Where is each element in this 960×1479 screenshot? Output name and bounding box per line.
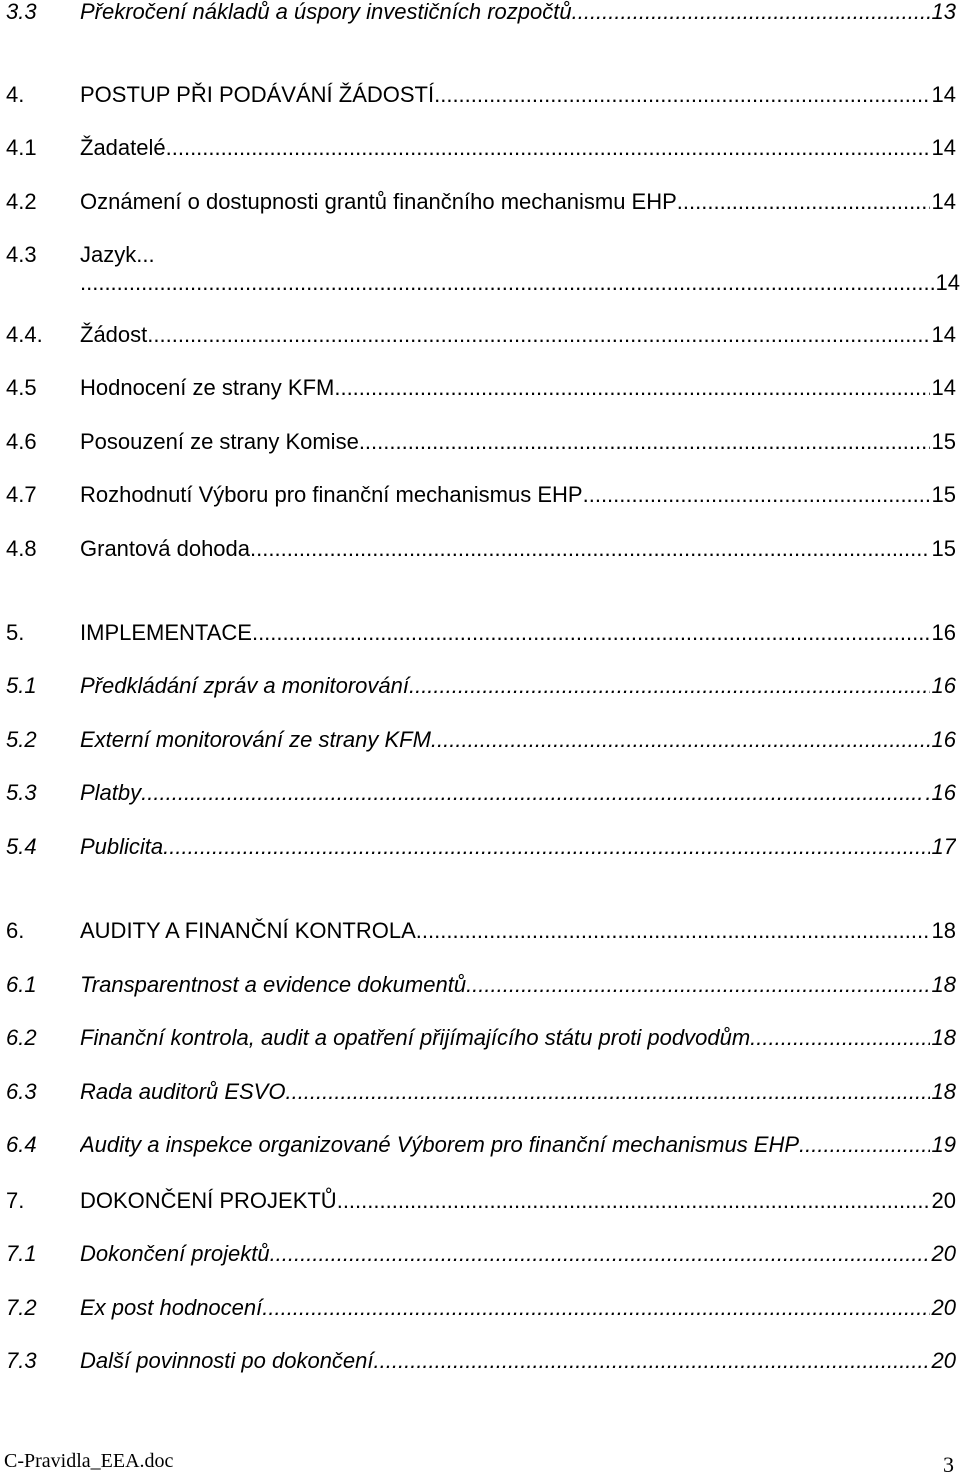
toc-title: AUDITY A FINANČNÍ KONTROLA — [80, 918, 416, 943]
toc-page: 18 — [931, 918, 956, 943]
toc-leader-dots — [141, 778, 923, 808]
toc-title: Žadatelé — [80, 135, 166, 160]
toc-number: 6. — [6, 918, 25, 943]
toc-entry-6-2[interactable] — [0, 1023, 956, 1053]
toc-page: 20 — [931, 1295, 956, 1320]
toc-number: 7. — [6, 1188, 25, 1213]
toc-entry-7-2[interactable] — [0, 1293, 956, 1323]
toc-page: 14 — [931, 82, 956, 107]
toc-leader-dots: ... — [136, 242, 155, 267]
toc-title: Externí monitorování ze strany KFM — [80, 727, 431, 752]
toc-entry-4-4[interactable] — [0, 320, 956, 350]
toc-page: 14 — [931, 189, 956, 214]
toc-title: Posouzení ze strany Komise — [80, 429, 359, 454]
toc-leader-dots — [334, 373, 929, 403]
toc-entry-4-8[interactable] — [0, 534, 956, 564]
toc-entry-6-1[interactable] — [0, 970, 956, 1000]
toc-number: 6.1 — [6, 972, 37, 997]
toc-title: Publicita — [80, 834, 164, 859]
toc-page: .16 — [925, 780, 956, 805]
toc-number: 5.2 — [6, 727, 37, 752]
toc-entry-7-1[interactable] — [0, 1239, 956, 1269]
toc-title: Platby — [80, 780, 142, 805]
toc-title: Rozhodnutí Výboru pro finanční mechanismus EHP — [80, 482, 583, 507]
toc-page: 13 — [931, 0, 956, 24]
toc-entry-5-2[interactable] — [0, 725, 956, 755]
toc-number: 4.1 — [6, 135, 37, 160]
toc-title: Audity a inspekce organizované Výborem pro finanční mechanismus EHP — [80, 1132, 800, 1157]
toc-leader-dots — [583, 480, 930, 510]
toc-number: 4.5 — [6, 375, 37, 400]
toc-number: 5.4 — [6, 834, 37, 859]
toc-title: Hodnocení ze strany KFM — [80, 375, 335, 400]
toc-leader-dots — [750, 1023, 929, 1053]
toc-leader-dots — [147, 320, 929, 350]
toc-entry-4-1[interactable] — [0, 133, 956, 163]
toc-title: DOKONČENÍ PROJEKTŮ — [80, 1188, 337, 1213]
toc-title: Rada auditorů ESVO — [80, 1079, 286, 1104]
toc-page: 14 — [935, 270, 960, 295]
toc-page: 20 — [931, 1348, 956, 1373]
toc-entry-6-3[interactable] — [0, 1077, 956, 1107]
toc-page: 20 — [931, 1188, 956, 1213]
toc-number: 6.2 — [6, 1025, 37, 1050]
toc-page: 15 — [931, 536, 956, 561]
toc-entry-4-6[interactable] — [0, 427, 956, 457]
toc-page: 16 — [931, 673, 956, 698]
toc-number: 7.1 — [6, 1241, 37, 1266]
toc-page: 18 — [931, 1079, 956, 1104]
toc-title: Ex post hodnocení — [80, 1295, 263, 1320]
toc-entry-7-3[interactable] — [0, 1346, 956, 1376]
toc-title: Dokončení projektů — [80, 1241, 270, 1266]
toc-leader-dots — [466, 970, 929, 1000]
toc-leader-dots — [359, 427, 930, 457]
toc-title: Transparentnost a evidence dokumentů — [80, 972, 467, 997]
toc-title: POSTUP PŘI PODÁVÁNÍ ŽÁDOSTÍ — [80, 82, 435, 107]
toc-leader-dots — [250, 534, 929, 564]
toc-entry-6[interactable] — [0, 916, 956, 946]
toc-number: 4.8 — [6, 536, 37, 561]
footer-filename: C-Pravidla_EEA.doc — [4, 1450, 174, 1472]
toc-leader-dots — [337, 1186, 930, 1216]
toc-entry-4-2[interactable] — [0, 187, 956, 217]
toc-leader-dots — [80, 268, 934, 298]
toc-entry-6-4[interactable] — [0, 1130, 956, 1160]
toc-leader-dots — [434, 80, 929, 110]
toc-number: 3.3 — [6, 0, 37, 24]
toc-entry-7[interactable] — [0, 1186, 956, 1216]
toc-number: 4.3 — [6, 242, 37, 267]
toc-entry-3-3[interactable] — [0, 0, 956, 27]
toc-title: Další povinnosti po dokončení — [80, 1348, 374, 1373]
toc-title: Finanční kontrola, audit a opatření přijímajícího státu proti podvodům — [80, 1025, 751, 1050]
toc-entry-4-7[interactable] — [0, 480, 956, 510]
toc-leader-dots — [799, 1130, 929, 1160]
toc-number: 7.3 — [6, 1348, 37, 1373]
toc-number: 4.4. — [6, 322, 43, 347]
toc-leader-dots — [270, 1239, 930, 1269]
toc-entry-5-3[interactable] — [0, 778, 956, 808]
toc-entry-4-3[interactable] — [0, 240, 956, 270]
toc-number: 6.4 — [6, 1132, 37, 1157]
toc-entry-5[interactable] — [0, 618, 956, 648]
toc-entry-5-4[interactable] — [0, 832, 956, 862]
toc-page: 16 — [931, 620, 956, 645]
toc-title: IMPLEMENTACE — [80, 620, 252, 645]
toc-number: 4.2 — [6, 189, 37, 214]
toc-entry-4-3-continuation — [80, 268, 960, 298]
toc-page: 14 — [931, 135, 956, 160]
toc-leader-dots — [416, 916, 930, 946]
toc-number: 5.1 — [6, 673, 37, 698]
toc-page: 15 — [931, 482, 956, 507]
toc-leader-dots — [409, 671, 930, 701]
toc-page: 14 — [931, 375, 956, 400]
toc-number: 7.2 — [6, 1295, 37, 1320]
toc-leader-dots — [252, 618, 930, 648]
toc-leader-dots — [166, 133, 930, 163]
toc-title: Oznámení o dostupnosti grantů finančního mechanismu EHP — [80, 189, 677, 214]
toc-leader-dots — [677, 187, 930, 217]
toc-number: 5.3 — [6, 780, 37, 805]
toc-entry-4[interactable] — [0, 80, 956, 110]
toc-number: 5. — [6, 620, 25, 645]
toc-number: 4.6 — [6, 429, 37, 454]
toc-page: 18 — [931, 972, 956, 997]
toc-page: 16 — [931, 727, 956, 752]
toc-page: 15 — [931, 429, 956, 454]
toc-leader-dots — [374, 1346, 930, 1376]
toc-page: 18 — [931, 1025, 956, 1050]
toc-entry-5-1[interactable] — [0, 671, 956, 701]
toc-leader-dots — [285, 1077, 929, 1107]
toc-page: 20 — [931, 1241, 956, 1266]
toc-number: 4. — [6, 82, 25, 107]
toc-title: Grantová dohoda — [80, 536, 251, 561]
toc-title: Jazyk — [80, 242, 137, 267]
toc-page: 17 — [931, 834, 956, 859]
toc-number: 4.7 — [6, 482, 37, 507]
toc-title: Předkládání zpráv a monitorování — [80, 673, 409, 698]
toc-page: 19 — [931, 1132, 956, 1157]
footer-page-number: 3 — [943, 1452, 954, 1477]
toc-page: 14 — [931, 322, 956, 347]
toc-entry-4-5[interactable] — [0, 373, 956, 403]
toc-leader-dots — [163, 832, 929, 862]
toc-leader-dots — [572, 0, 930, 27]
toc-title: Žádost — [80, 322, 148, 347]
toc-leader-dots — [262, 1293, 929, 1323]
toc-number: 6.3 — [6, 1079, 37, 1104]
toc-title: Překročení nákladů a úspory investičních rozpočtů — [80, 0, 572, 24]
toc-leader-dots — [431, 725, 930, 755]
